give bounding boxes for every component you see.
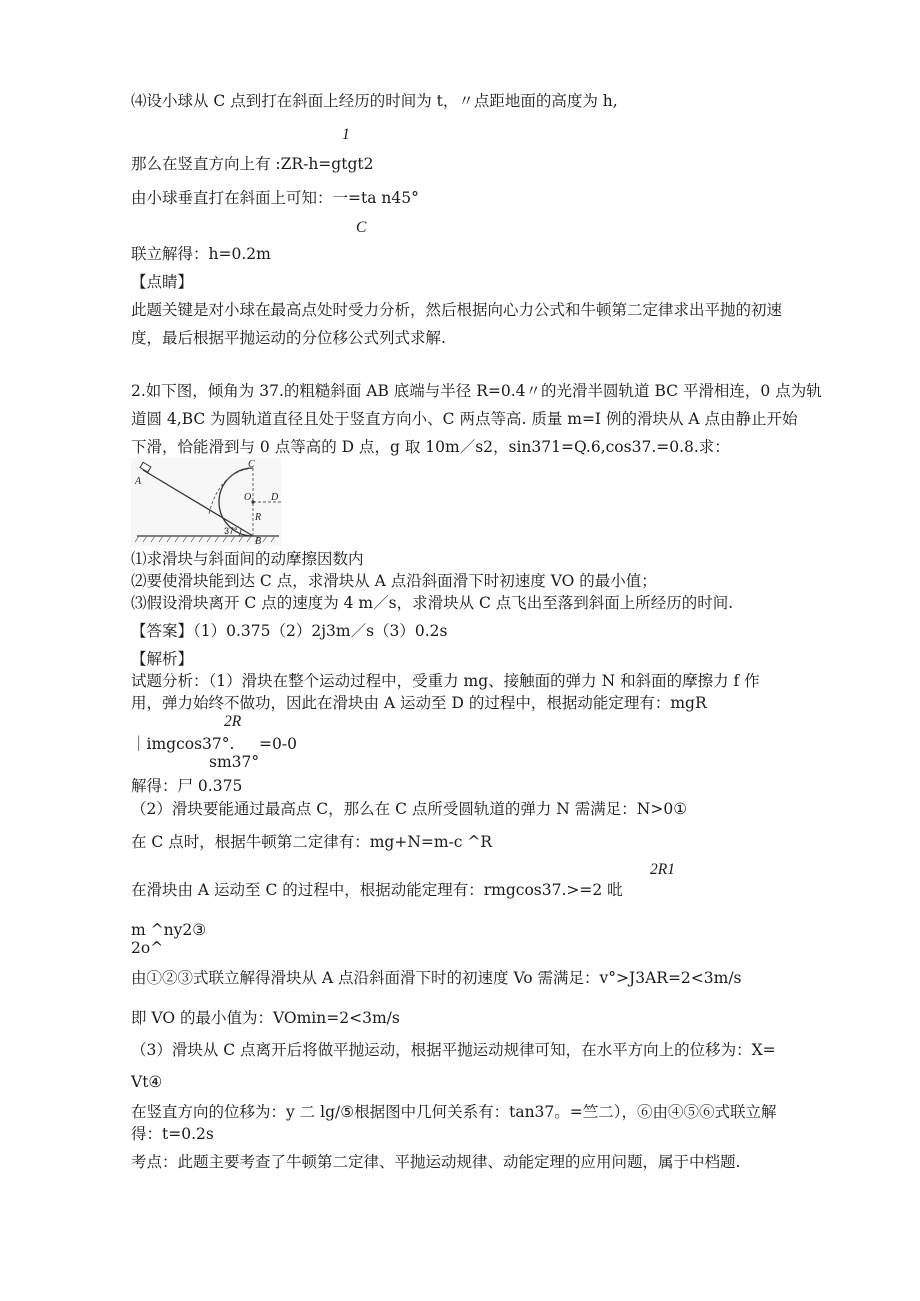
formula-fragment: C	[356, 219, 367, 236]
formula-fragment: 2R1	[650, 861, 675, 878]
formula-fragment: sm37°	[209, 753, 260, 771]
question-text: 下滑，恰能滑到与 0 点等高的 D 点，g 取 10m／s2，sin371=Q.6,cos37.=0.8.求：	[131, 438, 730, 456]
formula-fragment: m ^ny2③	[131, 921, 207, 939]
formula-fragment: =0-0	[259, 735, 297, 753]
answer-line: 【答案】（1）0.375（2）2j3m／s（3）0.2s	[131, 622, 448, 640]
text-line: 此题关键是对小球在最高点处时受力分析，然后根据向心力公式和牛顿第二定律求出平抛的初速	[131, 301, 783, 319]
text-line: 在竖直方向的位移为：y 二 lg/⑤根据图中几何关系有：tan37。=竺二），⑥由④⑤⑥式联立解	[131, 1103, 777, 1121]
text-line: 用，弹力始终不做功，因此在滑块由 A 运动至 D 的过程中，根据动能定理有：mgR	[131, 694, 707, 712]
section-heading: 【解析】	[131, 650, 194, 668]
text-line: 在滑块由 A 运动至 C 的过程中，根据动能定理有：rmgcos37.>=2 吡	[131, 881, 623, 899]
formula-fragment: ｜imgcos37°.	[131, 735, 235, 753]
section-heading: 【点睛】	[131, 273, 194, 291]
label-R: R	[255, 512, 262, 523]
text-line: 度，最后根据平抛运动的分位移公式列式求解.	[131, 329, 446, 347]
text-line: 在 C 点时，根据牛顿第二定律有：mg+N=m-c ^R	[131, 833, 493, 851]
text-line: 即 VO 的最小值为：VOmin=2<3m/s	[131, 1009, 400, 1027]
text-line: 考点：此题主要考查了牛顿第二定律、平抛运动规律、动能定理的应用问题，属于中档题.	[131, 1153, 741, 1171]
sub-question-3: ⑶假设滑块离开 C 点的速度为 4 m／s，求滑块从 C 点飞出至落到斜面上所经历的时间.	[131, 594, 734, 612]
sub-question-2: ⑵要使滑块能到达 C 点，求滑块从 A 点沿斜面滑下时初速度 VO 的最小值；	[131, 572, 657, 590]
label-angle: 37°	[224, 526, 238, 536]
sub-question-1: ⑴求滑块与斜面间的动摩擦因数内	[131, 550, 364, 568]
text-line: 由小球垂直打在斜面上可知：一=ta n45°	[131, 189, 419, 207]
label-D: D	[271, 492, 279, 503]
text-line: （2）滑块要能通过最高点 C，那么在 C 点所受圆轨道的弹力 N 需满足：N>0①	[131, 800, 688, 818]
question-text: 2.如下图，倾角为 37.的粗糙斜面 AB 底端与半径 R=0.4〃的光滑半圆轨道 BC 平滑相连，0 点为轨	[131, 382, 822, 400]
label-B: B	[255, 536, 262, 546]
formula-fragment: 2o^	[131, 939, 164, 957]
label-O: O	[244, 492, 252, 503]
text-line: 试题分析：（1）滑块在整个运动过程中，受重力 mg、接触面的弹力 N 和斜面的摩擦力 f 作	[131, 672, 760, 690]
center-point	[251, 500, 254, 503]
text-line: 那么在竖直方向上有 :ZR-h=gtgt2	[131, 155, 374, 173]
formula-fragment: 2R	[224, 713, 242, 730]
text-line: Vt④	[131, 1073, 163, 1091]
text-line: 解得：尸 0.375	[131, 777, 243, 795]
question-text: 道圆 4,BC 为圆轨道直径且处于竖直方向小、C 两点等高. 质量 m=I 例的滑块从 A 点由静止开始	[131, 410, 798, 428]
text-line: 得：t=0.2s	[131, 1125, 214, 1143]
formula-fragment: 1	[342, 126, 350, 143]
text-line: 由①②③式联立解得滑块从 A 点沿斜面滑下时的初速度 Vo 需满足：v°>J3AR=2<3m/s	[131, 969, 742, 987]
text-line: （3）滑块从 C 点离开后将做平抛运动，根据平抛运动规律可知，在水平方向上的位移为：X=	[131, 1041, 776, 1059]
text-line: ⑷设小球从 C 点到打在斜面上经历的时间为 t，〃点距地面的高度为 h,	[131, 92, 618, 110]
label-C: C	[248, 459, 255, 470]
label-A: A	[135, 476, 142, 487]
incline-semicircle-diagram	[131, 458, 281, 546]
text-line: 联立解得：h=0.2m	[131, 245, 271, 263]
